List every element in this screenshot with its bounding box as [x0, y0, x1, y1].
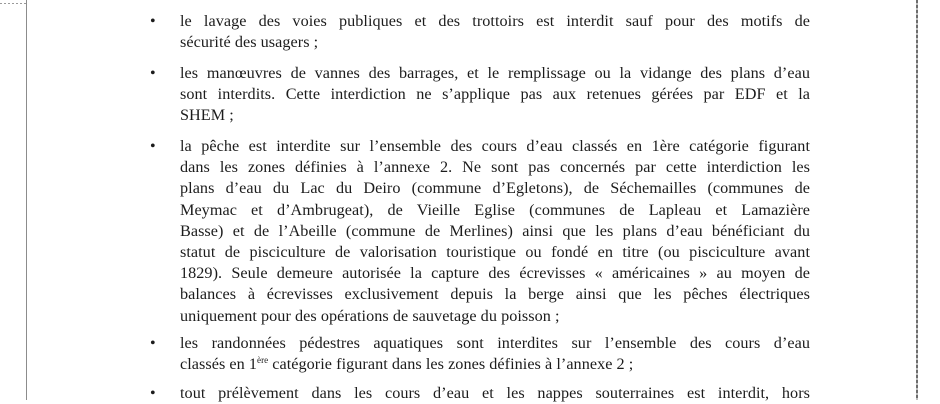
superscript-ordinal: ère [257, 355, 269, 366]
list-item-text: tout prélèvement dans les cours d’eau et les nappes souterraines est interdit, hors [180, 384, 810, 402]
bullet-icon: • [150, 13, 156, 30]
list-item-text: la pêche est interdite sur l’ensemble des cours d’eau classés en 1ère catégorie figurant dans les zones définies à l’annexe 2. Ne sont pas concernés par cette interdiction les plans d’eau du Lac du Deiro (commune d’Egletons), de Séchemailles (communes de Meymac et d’Ambrugeat), de Vieille Eglise (communes de Lapleau et Lamazière Basse) et de l’Abeille (commune de Merlines) ainsi que les plans d’eau bénéficiant du statut de pisciculture de valorisation touristique ou fondé en titre (ou pisciculture avant 1829). Seule demeure autorisée la capture des écrevisses « américaines » au moyen de balances à écrevisses exclusivement depuis la berge ainsi que les pêches électriques uniquement pour des opérations de sauvetage du poisson ; [180, 137, 810, 325]
bullet-icon: • [150, 385, 156, 402]
scan-border-dash [0, 3, 26, 4]
bullet-icon: • [150, 138, 156, 155]
left-margin-rule [26, 0, 27, 400]
right-margin-rule [916, 0, 918, 400]
list-item-text: les randonnées pédestres aquatiques sont interdites sur l’ensemble des cours d’eau classés en 1ère catégorie figurant dans les zones définies à l’annexe 2 ; [180, 334, 810, 374]
bullet-icon: • [150, 335, 156, 352]
list-item-text: le lavage des voies publiques et des trottoirs est interdit sauf pour des motifs de sécurité des usagers ; [180, 12, 810, 52]
list-item-text: les manœuvres de vannes des barrages, et le remplissage ou la vidange des plans d’eau sont interdits. Cette interdiction ne s’applique pas aux retenues gérées par EDF et la SHEM ; [180, 64, 810, 125]
bullet-icon: • [150, 65, 156, 82]
